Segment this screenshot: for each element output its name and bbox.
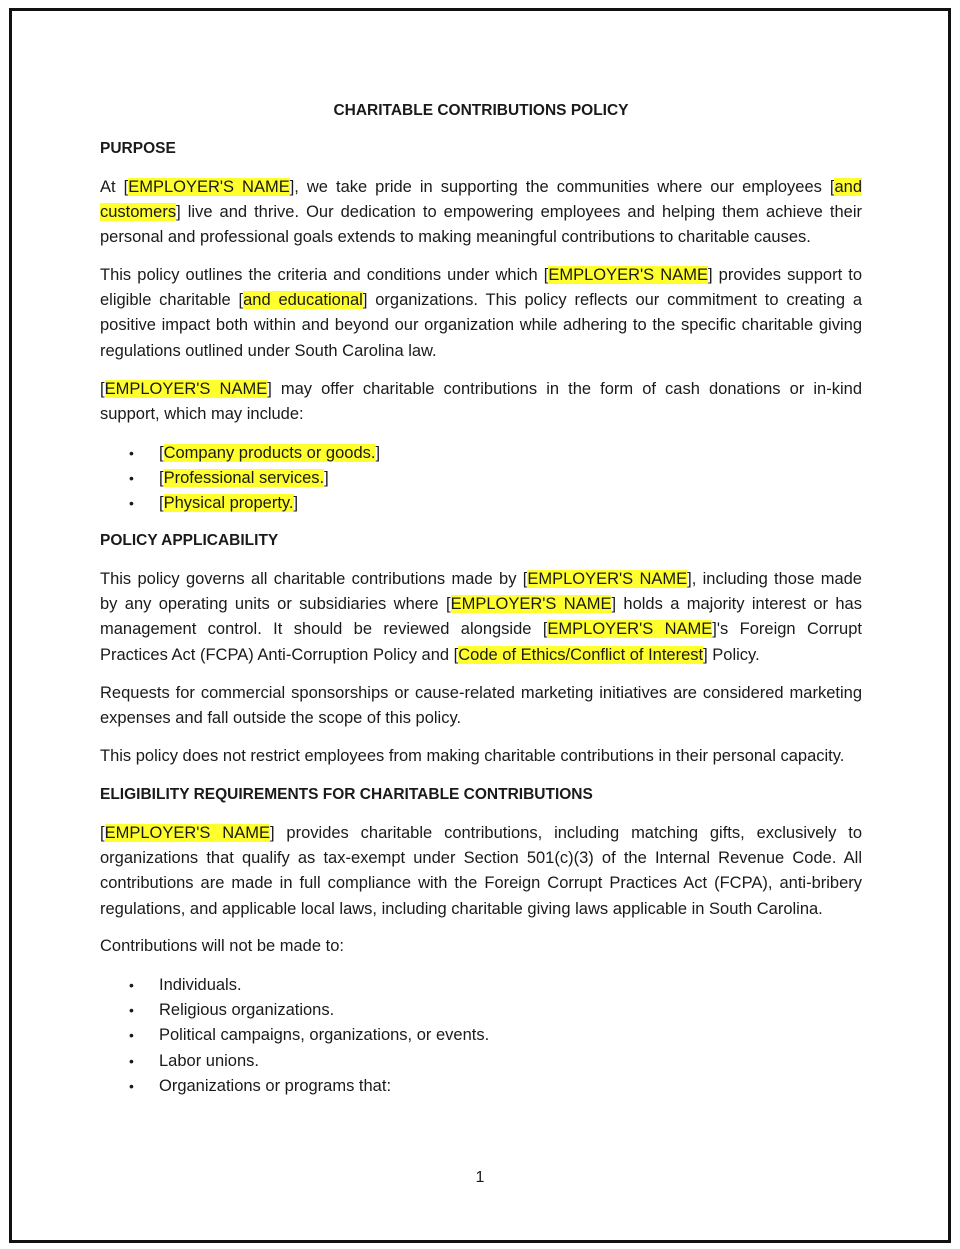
applicability-paragraph-2: Requests for commercial sponsorships or cause-related marketing initiatives are considered marketing expenses and fall outside the scope of this policy. bbox=[100, 684, 862, 728]
list-item: • [Physical property.] bbox=[100, 491, 800, 516]
placeholder-highlight: Company products or goods. bbox=[163, 444, 376, 462]
list-item: • [Professional services.] bbox=[100, 466, 800, 491]
purpose-paragraph-2: This policy outlines the criteria and conditions under which [EMPLOYER'S NAME] provides support to eligible charitable [and educational] organizations. This policy reflects our commitment to creating a positive impact both within and beyond our organization while adhering to the specific charitable giving regulations outlined under South Carolina law. bbox=[100, 266, 863, 360]
page-number: 1 bbox=[475, 1169, 485, 1186]
applicability-paragraph-3: This policy does not restrict employees from making charitable contributions in their personal capacity. bbox=[100, 747, 845, 765]
placeholder-highlight: EMPLOYER'S NAME bbox=[547, 620, 713, 639]
placeholder-highlight: EMPLOYER'S NAME bbox=[450, 595, 612, 614]
document-page bbox=[9, 8, 951, 1243]
list-item: • [Company products or goods.] bbox=[100, 441, 800, 466]
eligibility-paragraph-1: [EMPLOYER'S NAME] provides charitable contributions, including matching gifts, exclusively to organizations that qualify as tax-exempt under Section 501(c)(3) of the Internal Revenue Code. All contributions are made in full compliance with the Foreign Corrupt Practices Act (FCPA), anti-bribery regulations, and applicable local laws, including charitable giving laws applicable in South Carolina. bbox=[100, 824, 862, 918]
bullet-icon: • bbox=[129, 1077, 134, 1094]
bullet-icon: • bbox=[129, 1027, 134, 1044]
bullet-icon: • bbox=[129, 470, 134, 487]
eligibility-heading: ELIGIBILITY REQUIREMENTS FOR CHARITABLE CONTRIBUTIONS bbox=[100, 786, 593, 803]
list-item: • Political campaigns, organizations, or events. bbox=[100, 1023, 800, 1048]
list-item: • Individuals. bbox=[100, 973, 800, 998]
placeholder-highlight: EMPLOYER'S NAME bbox=[548, 266, 708, 284]
bullet-icon: • bbox=[129, 977, 134, 993]
purpose-paragraph-3: [EMPLOYER'S NAME] may offer charitable contributions in the form of cash donations or in-kind support, which may include: bbox=[100, 380, 862, 424]
purpose-paragraph-1: At [EMPLOYER'S NAME], we take pride in supporting the communities where our employees [and customers] live and thrive. Our dedication to empowering employees and helping them achieve their personal and professional goals extends to making meaningful contributions to charitable causes. bbox=[100, 178, 862, 247]
list-item: • Labor unions. bbox=[100, 1049, 800, 1074]
placeholder-highlight: Professional services. bbox=[163, 469, 325, 488]
placeholder-highlight: and educational bbox=[243, 291, 363, 310]
applicability-heading: POLICY APPLICABILITY bbox=[100, 532, 279, 549]
in-kind-support-list bbox=[100, 441, 800, 517]
placeholder-highlight: and customers bbox=[100, 178, 862, 222]
eligibility-paragraph-2: Contributions will not be made to: bbox=[100, 937, 344, 955]
placeholder-highlight: EMPLOYER'S NAME bbox=[128, 178, 290, 196]
list-item: • Religious organizations. bbox=[100, 998, 800, 1023]
placeholder-highlight: Code of Ethics/Conflict of Interest bbox=[458, 645, 704, 664]
placeholder-highlight: EMPLOYER'S NAME bbox=[527, 570, 688, 588]
bullet-icon: • bbox=[129, 495, 134, 512]
excluded-recipients-list bbox=[100, 973, 800, 1099]
placeholder-highlight: Physical property. bbox=[163, 494, 294, 513]
document-title: CHARITABLE CONTRIBUTIONS POLICY bbox=[333, 102, 629, 119]
placeholder-highlight: EMPLOYER'S NAME bbox=[104, 824, 270, 842]
bullet-icon: • bbox=[129, 1052, 134, 1069]
list-item: • Organizations or programs that: bbox=[100, 1074, 800, 1099]
applicability-paragraph-1: This policy governs all charitable contributions made by [EMPLOYER'S NAME], including those made by any operating units or subsidiaries where [EMPLOYER'S NAME] holds a majority interest or has management control. It should be reviewed alongside [EMPLOYER'S NAME]'s Foreign Corrupt Practices Act (FCPA) Anti-Corruption Policy and [Code of Ethics/Conflict of Interest] Policy. bbox=[100, 570, 862, 664]
bullet-icon: • bbox=[129, 445, 134, 461]
purpose-heading: PURPOSE bbox=[100, 140, 176, 157]
placeholder-highlight: EMPLOYER'S NAME bbox=[104, 380, 268, 398]
bullet-icon: • bbox=[129, 1002, 134, 1019]
